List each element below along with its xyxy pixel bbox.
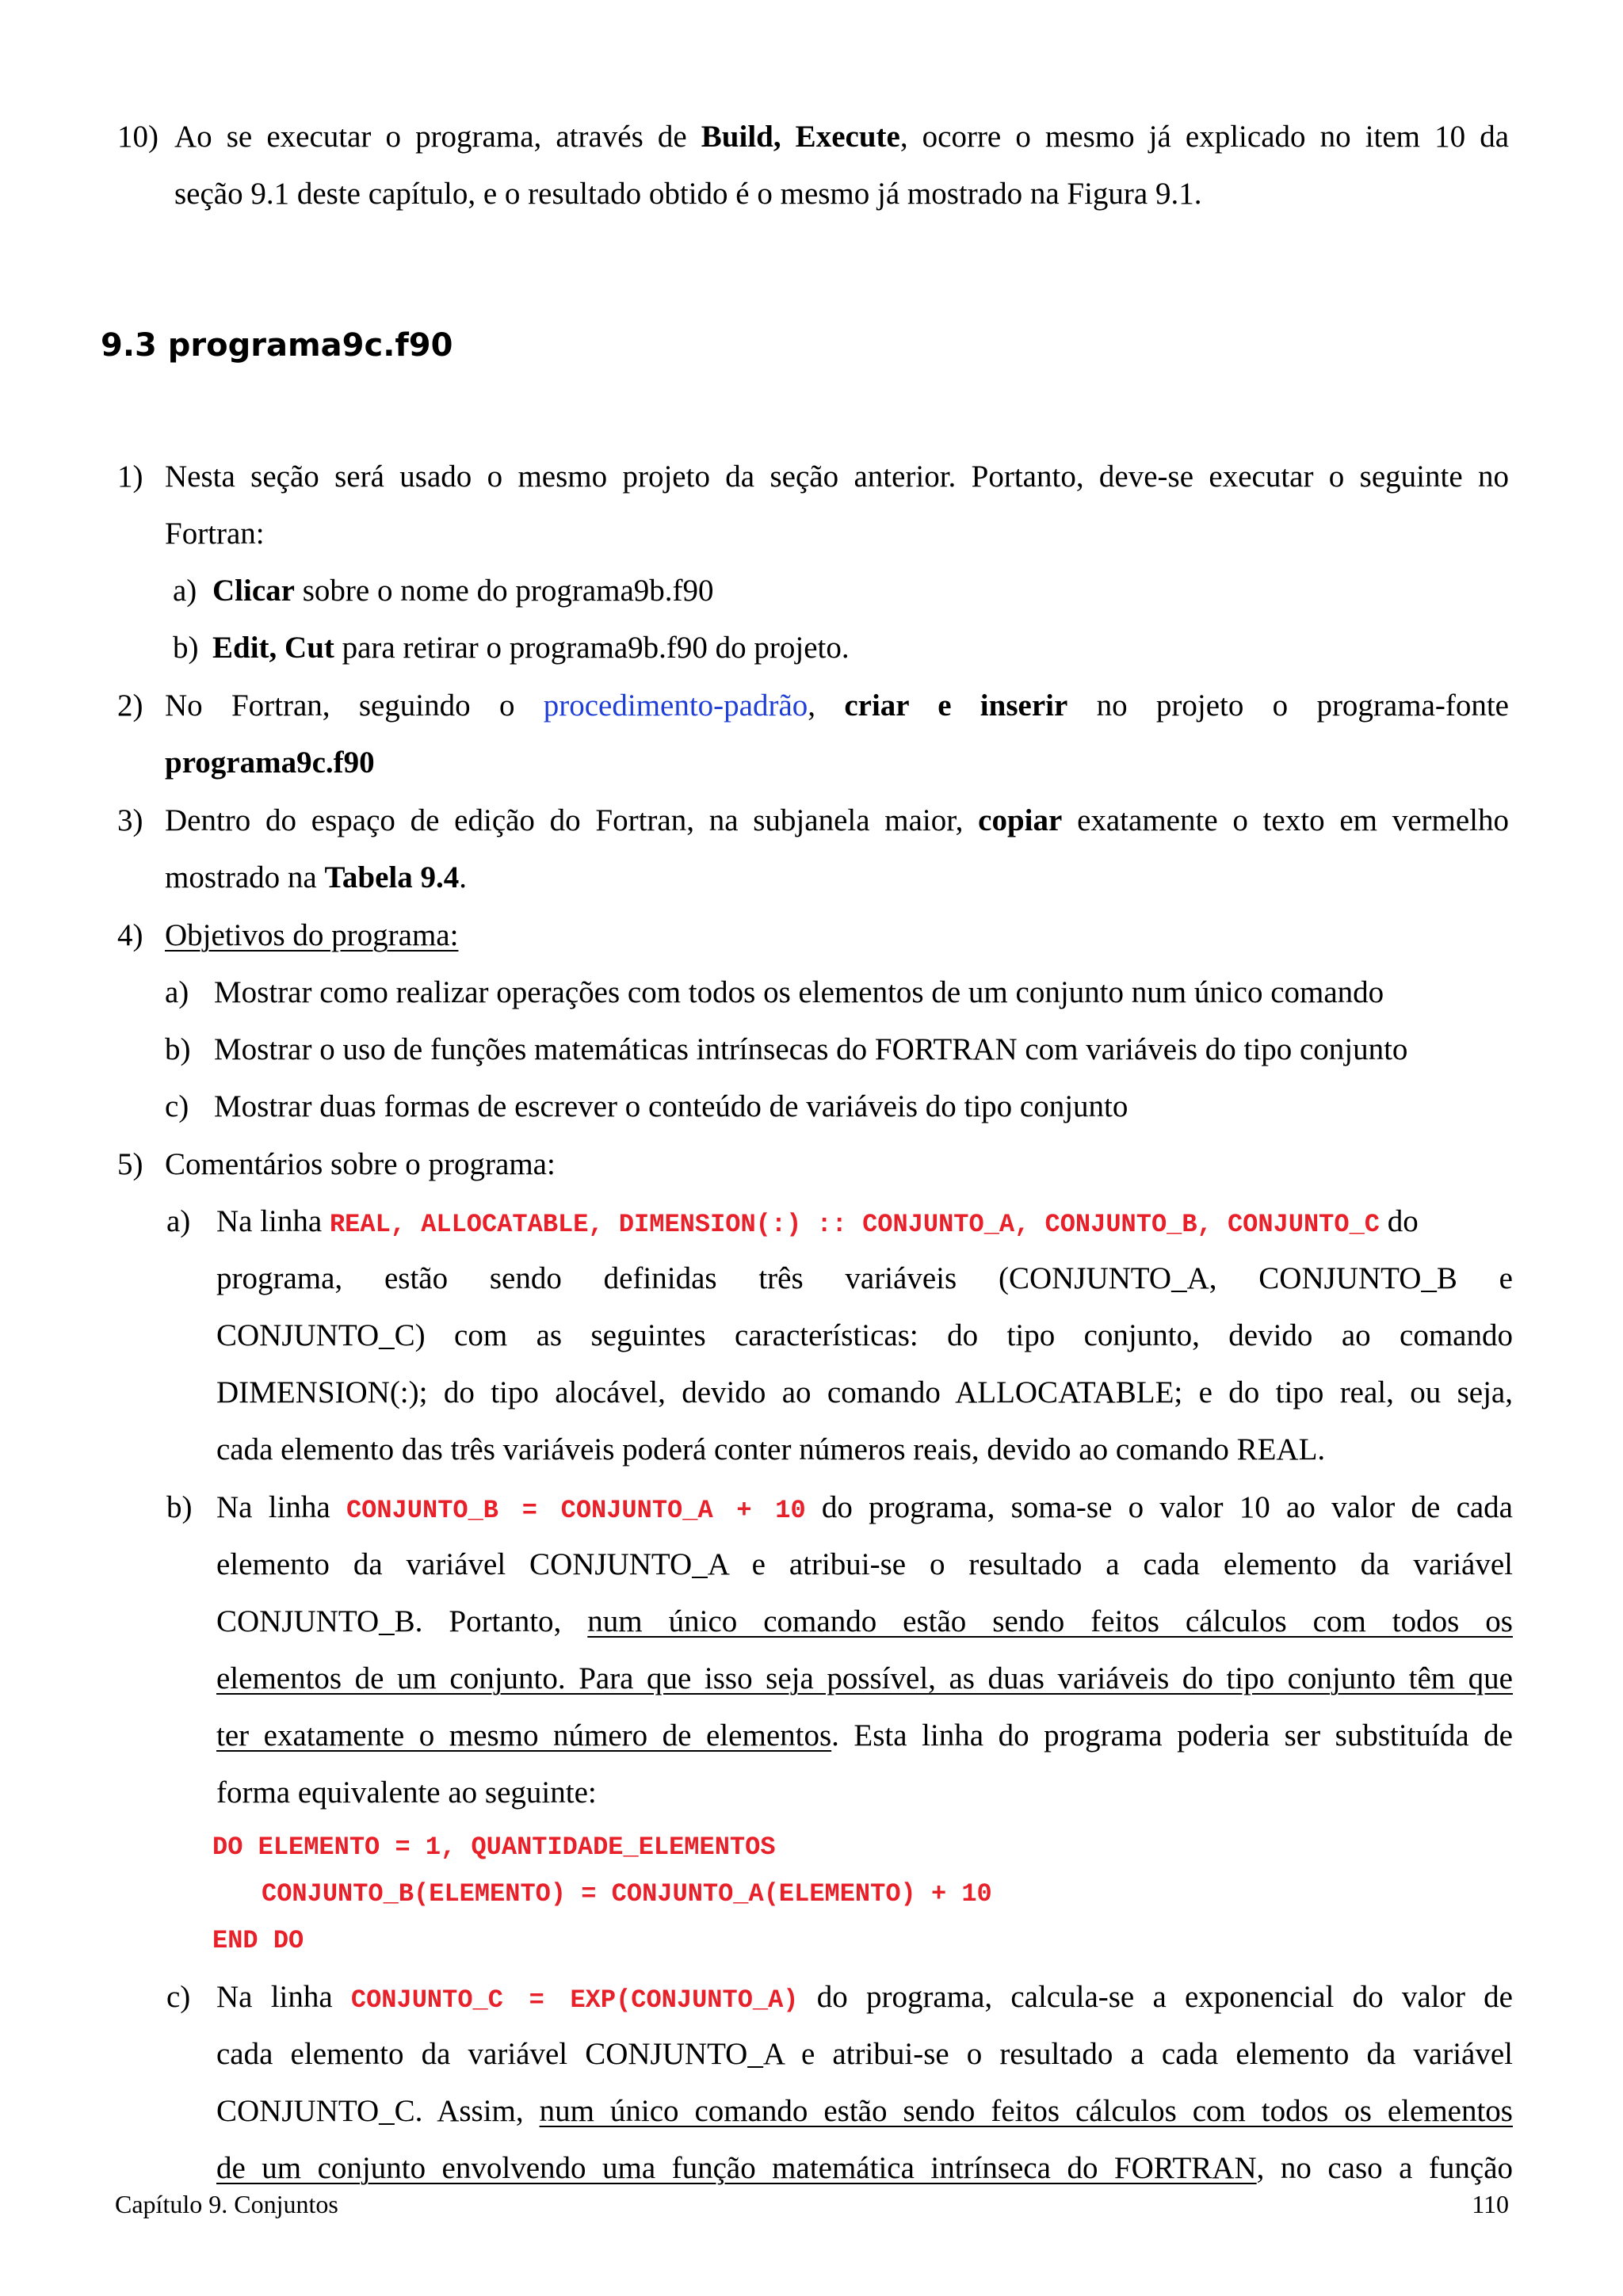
paragraph-line: Nesta seção será usado o mesmo projeto da seção anterior. Portanto, deve-se executar o seguinte no — [165, 460, 1509, 494]
list-title: Objetivos do programa: — [165, 918, 459, 952]
code-line: END DO — [212, 1926, 304, 1955]
item-number: 5) — [117, 1147, 143, 1181]
page-number: 110 — [1472, 2190, 1509, 2218]
sub-item-label: b) — [173, 631, 199, 665]
paragraph-line: mostrado na Tabela 9.4. — [165, 860, 467, 894]
sub-item-label: b) — [166, 1490, 193, 1524]
paragraph-line: CONJUNTO_C) com as seguintes características: do tipo conjunto, devido ao comando — [216, 1318, 1513, 1352]
sub-item-text: Mostrar o uso de funções matemáticas intrínsecas do FORTRAN com variáveis do tipo conjunto — [214, 1032, 1408, 1066]
sub-item-label: a) — [166, 1204, 191, 1238]
paragraph-line: seção 9.1 deste capítulo, e o resultado obtido é o mesmo já mostrado na Figura 9.1. — [174, 177, 1202, 211]
paragraph-line: cada elemento das três variáveis poderá conter números reais, devido ao comando REAL. — [216, 1432, 1326, 1466]
item-number: 4) — [117, 918, 143, 952]
sub-item-text: Mostrar duas formas de escrever o conteúdo de variáveis do tipo conjunto — [214, 1089, 1128, 1123]
paragraph-line: ter exatamente o mesmo número de elementos. Esta linha do programa poderia ser substituída de — [216, 1718, 1513, 1753]
paragraph-line: Dentro do espaço de edição do Fortran, na subjanela maior, copiar exatamente o texto em vermelho — [165, 803, 1509, 837]
paragraph-line: elementos de um conjunto. Para que isso seja possível, as duas variáveis do tipo conjunto têm que — [216, 1661, 1513, 1695]
procedure-link[interactable]: procedimento-padrão — [543, 688, 808, 723]
code-line: DO ELEMENTO = 1, QUANTIDADE_ELEMENTOS — [212, 1833, 776, 1862]
paragraph-line: Ao se executar o programa, através de Build, Execute, ocorre o mesmo já explicado no item 10 da — [174, 120, 1509, 154]
code-snippet: CONJUNTO_B = CONJUNTO_A + 10 — [346, 1496, 806, 1525]
paragraph-line: elemento da variável CONJUNTO_A e atribui-se o resultado a cada elemento da variável — [216, 1547, 1513, 1581]
item-number: 2) — [117, 688, 143, 723]
paragraph-line: programa, estão sendo definidas três variáveis (CONJUNTO_A, CONJUNTO_B e — [216, 1261, 1513, 1295]
paragraph-line: DIMENSION(:); do tipo alocável, devido ao comando ALLOCATABLE; e do tipo real, ou seja, — [216, 1375, 1513, 1409]
paragraph-line: CONJUNTO_B. Portanto, num único comando estão sendo feitos cálculos com todos os — [216, 1604, 1513, 1638]
paragraph-line: Na linha REAL, ALLOCATABLE, DIMENSION(:) :: CONJUNTO_A, CONJUNTO_B, CONJUNTO_C do — [216, 1204, 1419, 1239]
sub-item-text: Mostrar como realizar operações com todos os elementos de um conjunto num único comando — [214, 975, 1384, 1009]
paragraph-line: Na linha CONJUNTO_C = EXP(CONJUNTO_A) do programa, calcula-se a exponencial do valor de — [216, 1980, 1513, 2015]
sub-item-text: Clicar sobre o nome do programa9b.f90 — [212, 574, 714, 608]
list-title: Comentários sobre o programa: — [165, 1147, 556, 1181]
paragraph-line: forma equivalente ao seguinte: — [216, 1775, 597, 1810]
paragraph-line: de um conjunto envolvendo uma função matemática intrínseca do FORTRAN, no caso a função — [216, 2151, 1514, 2185]
sub-item-label: a) — [165, 975, 189, 1009]
sub-item-label: c) — [166, 1980, 191, 2014]
footer-chapter: Capítulo 9. Conjuntos — [115, 2190, 338, 2218]
sub-item-label: c) — [165, 1089, 189, 1123]
paragraph-line: cada elemento da variável CONJUNTO_A e atribui-se o resultado a cada elemento da variável — [216, 2037, 1513, 2071]
paragraph-line: Fortran: — [165, 517, 265, 551]
paragraph-line: Na linha CONJUNTO_B = CONJUNTO_A + 10 do programa, soma-se o valor 10 ao valor de cada — [216, 1490, 1513, 1525]
sub-item-text: Edit, Cut para retirar o programa9b.f90 do projeto. — [212, 631, 850, 665]
section-heading: 9.3 programa9c.f90 — [101, 327, 453, 364]
sub-item-label: b) — [165, 1032, 191, 1066]
paragraph-line: programa9c.f90 — [165, 746, 375, 780]
item-number: 1) — [117, 460, 143, 494]
code-line: CONJUNTO_B(ELEMENTO) = CONJUNTO_A(ELEMENTO) + 10 — [262, 1879, 992, 1909]
code-snippet: REAL, ALLOCATABLE, DIMENSION(:) :: CONJUNTO_A, CONJUNTO_B, CONJUNTO_C — [329, 1210, 1380, 1239]
sub-item-label: a) — [173, 574, 197, 608]
item-number: 10) — [117, 120, 158, 154]
item-number: 3) — [117, 803, 143, 837]
code-snippet: CONJUNTO_C = EXP(CONJUNTO_A) — [350, 1985, 799, 2015]
paragraph-line: No Fortran, seguindo o procedimento-padrão, criar e inserir no projeto o programa-fonte — [165, 688, 1509, 723]
paragraph-line: CONJUNTO_C. Assim, num único comando estão sendo feitos cálculos com todos os elementos — [216, 2094, 1513, 2128]
